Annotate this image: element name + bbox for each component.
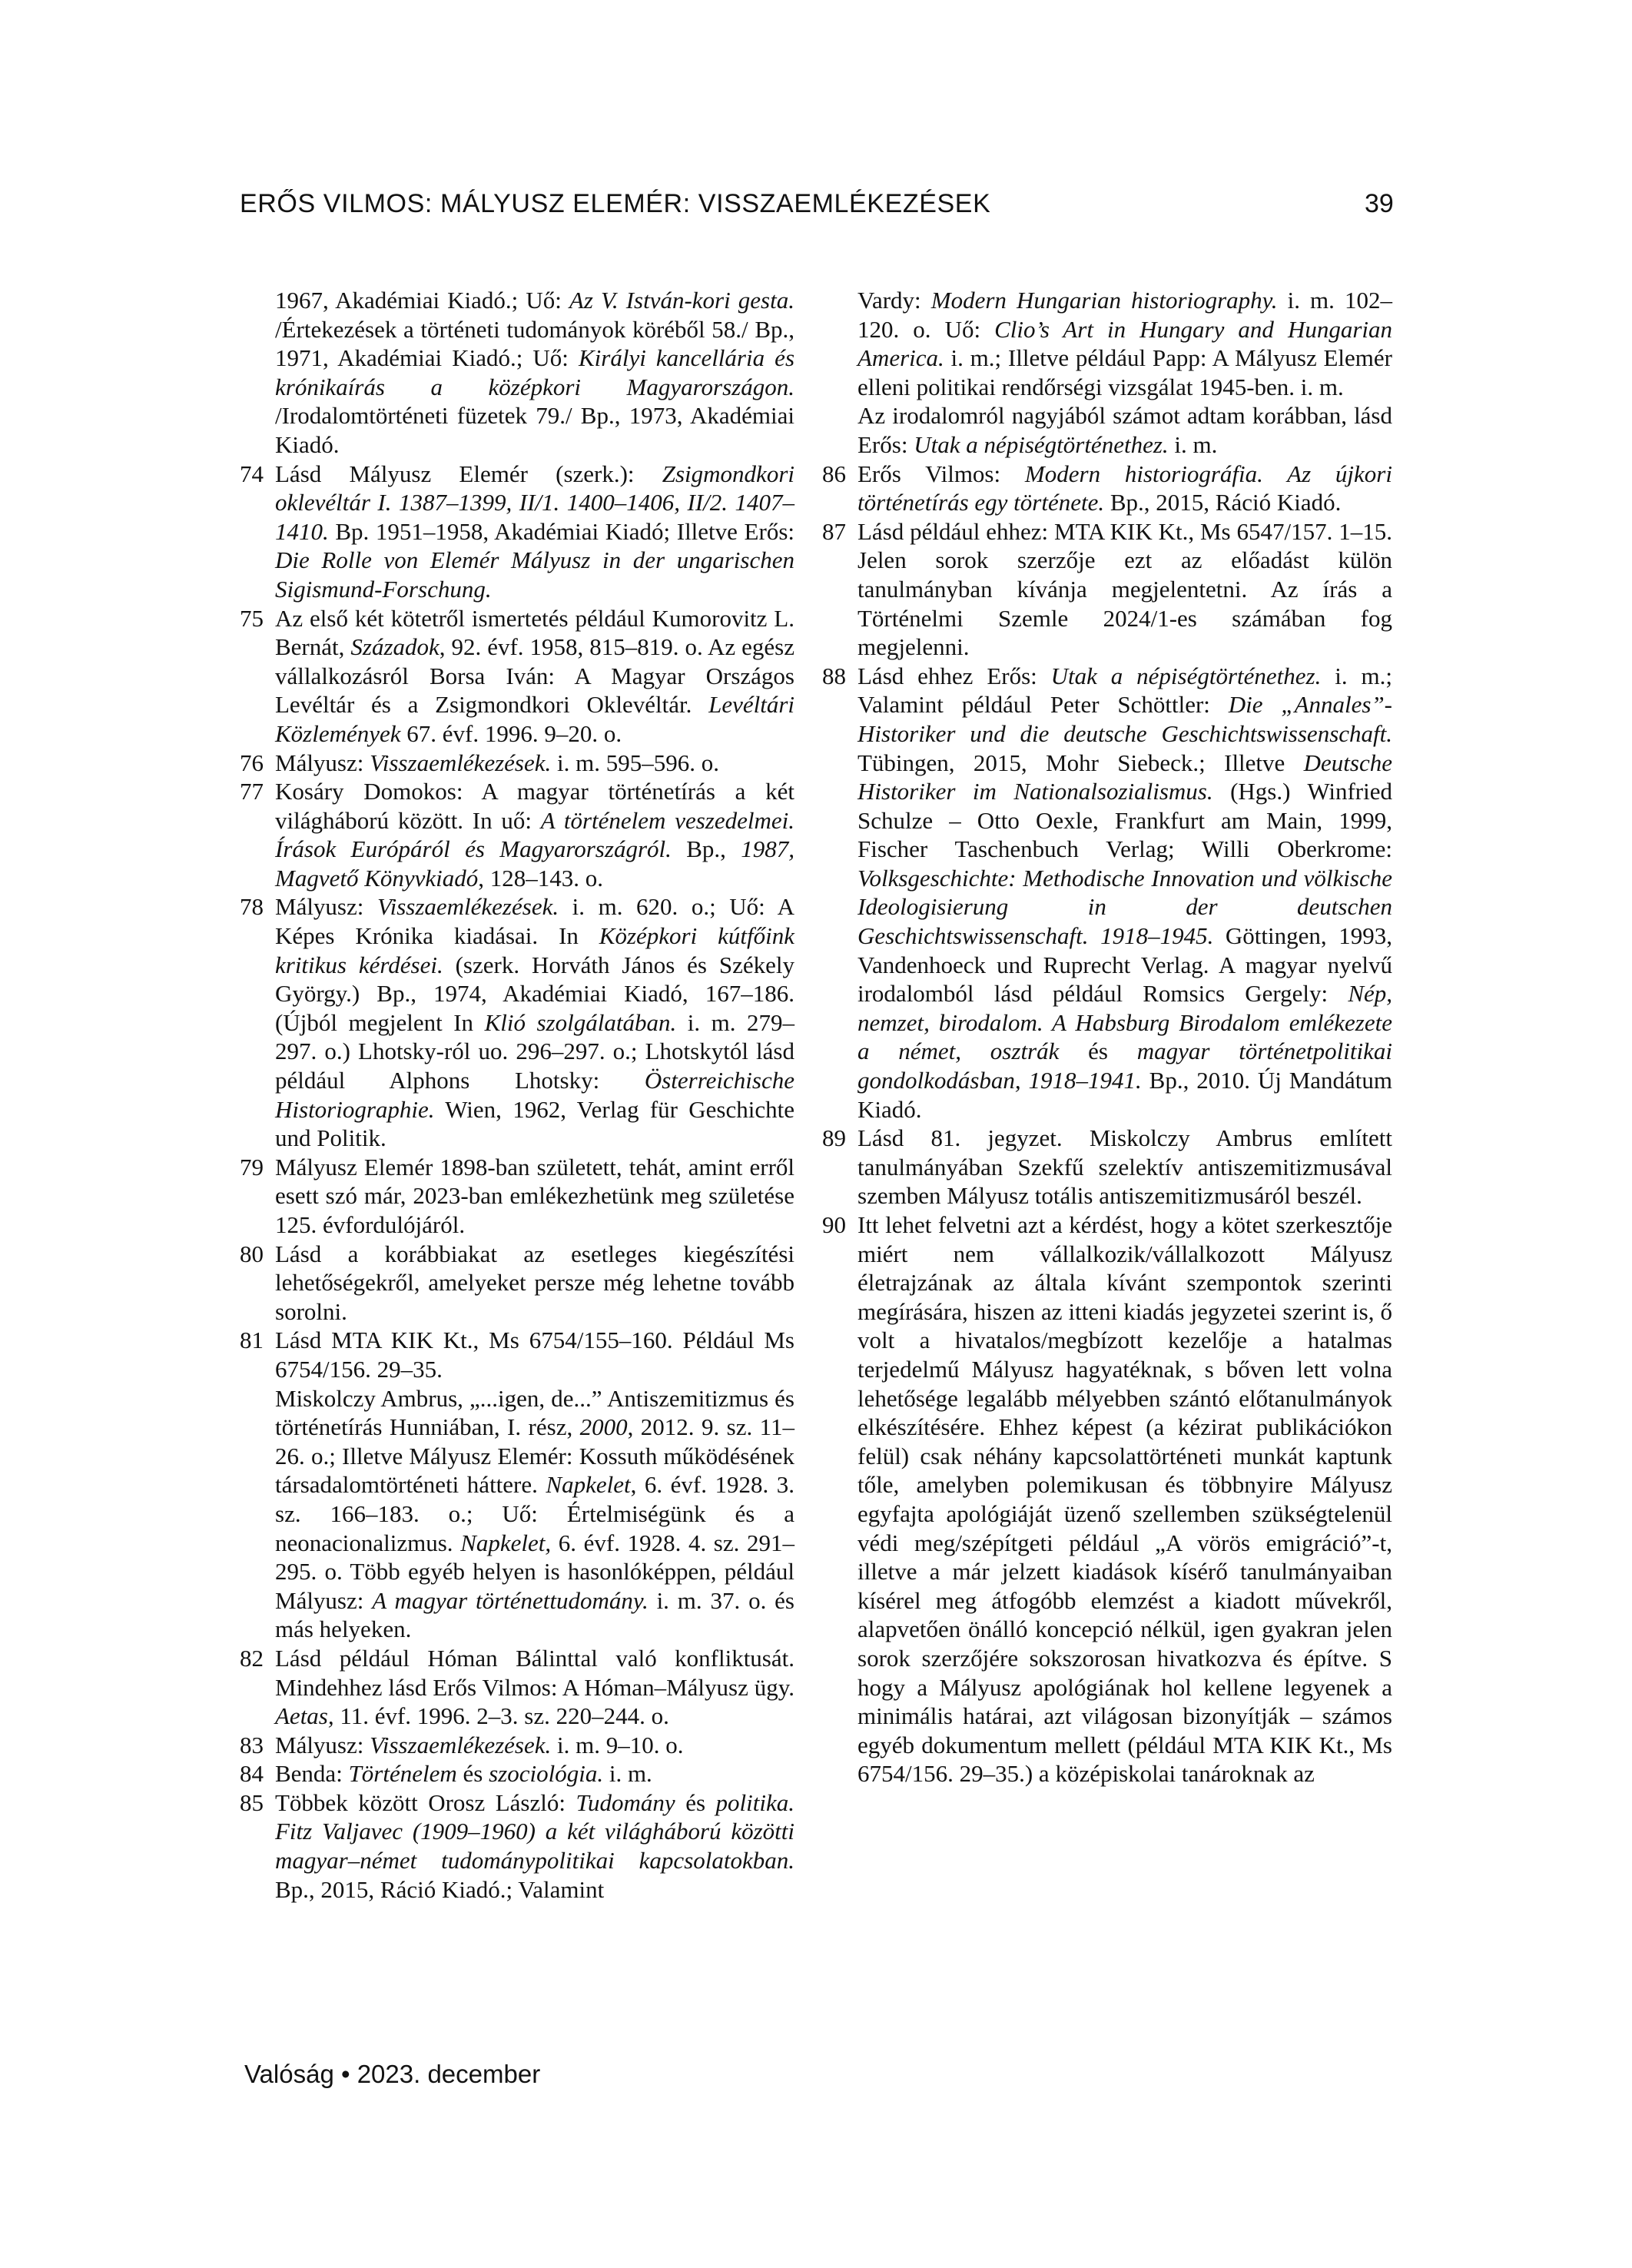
footnote-text-italic: Zsigmondkori oklevéltár I. 1387–1399, II/1. 1400–1406, II/2. 1407–1410.: [275, 460, 794, 545]
journal-footer: Valóság • 2023. december: [244, 2060, 541, 2088]
footnote-text: , 128–143. o.: [478, 864, 604, 892]
footnote-text: Benda:: [275, 1760, 349, 1788]
footnote-text: Itt lehet felvetni azt a kérdést, hogy a kötet szerkesztője miért nem vállalkozik/vállalkozott Mályusz életrajzának az általa kívánt szempontok szerinti megírására, hiszen az itteni kiadás jegyzetei szerint is, ő volt a hivatalos/megbízott kezelője a hatalmas terjedelmű Mályusz hagyatéknak, s bőven lett volna lehetősége legalább mélyebben szántó előtanulmányok elkészítésére. Ehhez képest (a kézirat publikációkon felül) csak néhány kapcsolattörténeti munkát kaptunk tőle, amelyben polemikusan és többnyire Mályusz egyfajta apológiáját üzenő szellemben szükségtelenül védi meg/szépítgeti például „A vörös emigráció”-t, illetve a már jelzett kiadások kísérő tanulmányaiban kísérel meg átfogóbb elemzést a kiadott művekről, alapvetően önálló koncepció nélkül, igen gyakran jelen sorok szerzőjére sokszorosan hivatkozva és építve. S hogy a Mályusz apológiának hol kellene legyenek a minimális határai, azt világosan bizonyítják – számos egyéb dokumentum mellett (például MTA KIK Kt., Ms 6754/156. 29–35.) a középiskolai tanároknak az: [857, 1211, 1392, 1788]
footnote-text-italic: Die „Annales”-Historiker und die deutsche Geschichtswissenschaft.: [857, 691, 1393, 747]
footnote-text-italic: Die Rolle von Elemér Mályusz in der ungarischen Sigismund-Forschung.: [275, 546, 794, 603]
footnote-77: [240, 777, 794, 892]
footnote-text: , 6. évf. 1928. 3. sz. 166–183. o.; Uő: Értelmiségünk és a neonacionalizmus.: [275, 1471, 794, 1556]
footnote-82: [240, 1644, 794, 1731]
footnote-text-italic: Clio’s Art in Hungary and Hungarian America.: [857, 315, 1393, 372]
footnote-text-italic: Visszaemlékezések.: [376, 893, 559, 921]
footnote-text: i. m. 37. o. és más helyeken.: [275, 1586, 794, 1643]
page-header-title: ERŐS VILMOS: MÁLYUSZ ELEMÉR: VISSZAEMLÉKEZÉSEK: [240, 189, 991, 218]
footnote-80: [240, 1240, 794, 1327]
footnote-90: [822, 1210, 1392, 1788]
footnote-text: i. m. 102–120. o. Uő:: [857, 287, 1392, 343]
footnote-text: Göttingen, 1993, Vandenhoeck und Ruprecht Verlag. A magyar nyelvű irodalomból lásd például Romsics Gergely:: [857, 922, 1392, 1008]
footnote-76: [240, 749, 794, 778]
footnote-88: [822, 662, 1392, 1124]
footnote-text-italic: Deutsche Historiker im Nationalsozialismus.: [857, 749, 1392, 805]
footnote-text: i. m. 279–297. o.) Lhotsky-ról uo. 296–297. o.; Lhotskytól lásd például Alphons Lhotsky:: [275, 1008, 794, 1094]
footnote-number: 87: [822, 517, 846, 545]
footnote-text: i. m.: [1168, 430, 1218, 458]
footnote-74: [240, 460, 794, 604]
footnote-79: [240, 1153, 794, 1240]
footnote-text-italic: Napkelet: [546, 1471, 631, 1499]
footnote-83: [240, 1731, 794, 1760]
footnote-number: 79: [240, 1153, 264, 1180]
footnote-text-italic: Nép, nemzet, birodalom. A Habsburg Birodalom emlékezete a német, osztrák: [857, 980, 1392, 1065]
footnote-text: Bp. 1951–1958, Akadémiai Kiadó; Illetve Erős:: [328, 517, 794, 545]
footnote-text-italic: magyar történetpolitikai gondolkodásban, 1918–1941.: [857, 1038, 1392, 1094]
footnote-number: 84: [240, 1760, 264, 1788]
footnote-75: [240, 604, 794, 749]
footnote-number: 81: [240, 1327, 264, 1354]
footnote-text: (szerk. Horváth János és Székely György.) Bp., 1974, Akadémiai Kiadó, 167–186. (Újból megjelent In: [275, 951, 794, 1036]
footnote-text: Mályusz:: [275, 749, 370, 776]
footnote-text-italic: Utak a népiségtörténethez.: [1050, 662, 1322, 689]
footnote-87: [822, 517, 1392, 662]
footnote-text-italic: 1987, Magvető Könyvkiadó: [275, 835, 794, 892]
footnote-text: (Hgs.) Winfried Schulze – Otto Oexle, Frankfurt am Main, 1999, Fischer Taschenbuch Verlag; Willi Oberkrome:: [857, 778, 1392, 863]
footnote-text: 6. évf. 1928. 4. sz. 291–295. o. Több egyéb helyen is hasonlóképpen, például Mályusz:: [275, 1529, 795, 1614]
footnote-text-italic: Századok: [350, 633, 440, 661]
page-number: 39: [1365, 189, 1394, 218]
footnote-text-italic: Aetas,: [275, 1702, 334, 1730]
footnote-text: Vardy:: [857, 287, 931, 314]
footnote-text: 1967, Akadémiai Kiadó.; Uő:: [275, 287, 569, 314]
footnote-text-italic: Történelem: [348, 1760, 457, 1788]
footnote-text-italic: Österreichische Historiographie.: [275, 1067, 794, 1123]
footnote-text: /Irodalomtörténeti füzetek 79./ Bp., 1973, Akadémiai Kiadó.: [275, 402, 794, 458]
footnote-text: Mályusz Elemér 1898-ban született, tehát, amint erről esett szó már, 2023-ban emlékezhetünk meg születése 125. évfordulójáról.: [275, 1153, 794, 1238]
footnote-text: Lásd MTA KIK Kt., Ms 6754/155–160. Például Ms 6754/156. 29–35.: [275, 1327, 794, 1383]
footnote-text: Lásd Mályusz Elemér (szerk.):: [275, 460, 662, 487]
footnote-text-italic: Utak a népiségtörténethez.: [914, 430, 1169, 458]
footnote-text-italic: A magyar történettudomány.: [372, 1586, 648, 1614]
footnote-text: Erős Vilmos:: [857, 460, 1025, 487]
footnote-number: 75: [240, 604, 264, 632]
footnote-number: 74: [240, 460, 264, 487]
footnote-text: 67. évf. 1996. 9–20. o.: [400, 719, 622, 747]
footnote-text-italic: Visszaemlékezések.: [370, 749, 552, 776]
footnote-text: Miskolczy Ambrus, „...igen, de...” Antiszemitizmus és történetírás Hunniában, I. rész,: [275, 1384, 794, 1441]
footnote-text-italic: politika. Fitz Valjavec (1909–1960) a két világháború közötti magyar–német tudománypolitikai kapcsolatokban.: [275, 1788, 794, 1875]
footnote-text: Lásd például Hóman Bálinttal való konfliktusát. Mindehhez lásd Erős Vilmos: A Hóman–Mályusz ügy.: [275, 1644, 794, 1701]
footnote-text: és: [1059, 1038, 1137, 1065]
footnote-78: [240, 892, 794, 1152]
footnote-text-italic: Napkelet,: [460, 1529, 552, 1556]
footnote-number: 88: [822, 662, 846, 689]
footnote-number: 80: [240, 1240, 264, 1267]
footnote-text-italic: Levéltári Közlemények: [275, 691, 794, 747]
footnote-text-italic: Modern Hungarian historiography.: [930, 287, 1278, 314]
footnote-text: , 2012. 9. sz. 11–26. o.; Illetve Mályusz Elemér: Kossuth működésének társadalomtörténeti háttere.: [275, 1413, 794, 1499]
footnote-text: 11. évf. 1996. 2–3. sz. 220–244. o.: [333, 1702, 669, 1730]
footnote-continuation: [240, 286, 794, 460]
footnote-text: i. m.; Illetve például Papp: A Mályusz Elemér elleni politikai rendőrségi vizsgálat 1945-ben. i. m.: [857, 344, 1392, 400]
footnote-text-italic: Az V. István-kori gesta.: [569, 287, 794, 314]
footnote-number: 78: [240, 893, 264, 921]
footnote-text: Tübingen, 2015, Mohr Siebeck.; Illetve: [857, 749, 1304, 776]
footnote-text: Bp., 2015, Ráció Kiadó.; Valamint: [275, 1875, 605, 1903]
footnote-number: 86: [822, 460, 846, 487]
footnote-text: Bp., 2010. Új Mandátum Kiadó.: [857, 1067, 1392, 1123]
footnote-text: Wien, 1962, Verlag für Geschichte und Politik.: [275, 1095, 794, 1152]
footnote-text: /Értekezések a történeti tudományok köréből 58./ Bp., 1971, Akadémiai Kiadó.; Uő:: [275, 315, 794, 372]
footnote-text: és: [675, 1788, 716, 1816]
footnote-text-italic: Modern historiográfia. Az újkori történetírás egy története.: [857, 460, 1392, 516]
footnotes-column-right: [822, 286, 1392, 1788]
footnote-text-italic: A történelem veszedelmei. Írások Európáról és Magyarországról.: [275, 806, 794, 863]
footnote-text: és: [456, 1760, 489, 1788]
footnote-84: [240, 1759, 794, 1788]
footnote-text: Lásd például ehhez: MTA KIK Kt., Ms 6547/157. 1–15. Jelen sorok szerzője ezt az előadást külön tanulmányban kívánja megjelentetni. Az írás a Történelmi Szemle 2024/1-es számában fog megjelenni.: [857, 517, 1392, 661]
footnotes-column-left: [240, 286, 794, 1904]
footnote-continuation: [822, 286, 1392, 401]
footnote-text: i. m. 9–10. o.: [551, 1731, 684, 1758]
footnote-86: [822, 460, 1392, 517]
footnote-text-italic: Klió szolgálatában.: [484, 1008, 677, 1036]
footnote-text: Lásd ehhez Erős:: [857, 662, 1051, 689]
footnote-text: Lásd 81. jegyzet. Miskolczy Ambrus említett tanulmányában Szekfű szelektív antiszemitizmusával szemben Mályusz totális antiszemitizmusáról beszél.: [857, 1124, 1392, 1210]
footnote-number: 77: [240, 778, 264, 805]
footnote-number: 76: [240, 749, 264, 776]
footnote-81: [240, 1326, 794, 1383]
footnote-text: i. m. 620. o.; Uő: A Képes Krónika kiadásai. In: [275, 893, 795, 950]
footnote-text: Az első két kötetről ismertetés például Kumorovitz L. Bernát,: [275, 604, 794, 661]
footnote-text-italic: Középkori kútfőink kritikus kérdései.: [275, 922, 794, 978]
footnote-text-italic: Királyi kancellária és krónikaírás a középkori Magyarországon.: [275, 344, 795, 400]
footnote-text-italic: szociológia.: [489, 1760, 604, 1788]
footnote-text: i. m. 595–596. o.: [551, 749, 719, 776]
footnote-85: [240, 1788, 794, 1904]
footnote-number: 89: [822, 1124, 846, 1152]
footnote-text: Mályusz:: [275, 893, 377, 921]
footnote-text: Az irodalomról nagyjából számot adtam korábban, lásd Erős:: [857, 402, 1392, 458]
footnote-text: , 92. évf. 1958, 815–819. o. Az egész vállalkozásról Borsa Iván: A Magyar Országos Levéltár és a Zsigmondkori Oklevéltár.: [275, 633, 794, 719]
footnote-text: Mályusz:: [275, 1731, 370, 1758]
footnote-89: [822, 1124, 1392, 1210]
footnote-text: Lásd a korábbiakat az esetleges kiegészítési lehetőségekről, amelyeket persze még lehetne tovább sorolni.: [275, 1240, 794, 1325]
footnote-number: 90: [822, 1211, 846, 1238]
footnote-number: 83: [240, 1731, 264, 1758]
footnote-text: i. m.: [603, 1760, 652, 1788]
footnote-continuation: [822, 401, 1392, 459]
footnote-text: Bp., 2015, Ráció Kiadó.: [1104, 489, 1342, 516]
footnote-text-italic: Volksgeschichte: Methodische Innovation und völkische Ideologisierung in der deutschen Geschichtswissenschaft. 1918–1945.: [857, 864, 1392, 950]
footnote-text-italic: Visszaemlékezések.: [370, 1731, 552, 1758]
footnote-number: 85: [240, 1788, 264, 1816]
footnote-text: i. m.; Valamint például Peter Schöttler:: [857, 662, 1392, 719]
footnote-text-italic: Tudomány: [576, 1788, 675, 1816]
footnote-text: Kosáry Domokos: A magyar történetírás a két világháború között. In uő:: [275, 778, 794, 834]
footnote-text: Többek között Orosz László:: [275, 1788, 576, 1816]
footnote-text: Bp.,: [671, 835, 741, 863]
footnote-number: 82: [240, 1644, 264, 1672]
footnote-continuation: [240, 1384, 794, 1644]
footnote-text-italic: 2000: [579, 1413, 628, 1441]
